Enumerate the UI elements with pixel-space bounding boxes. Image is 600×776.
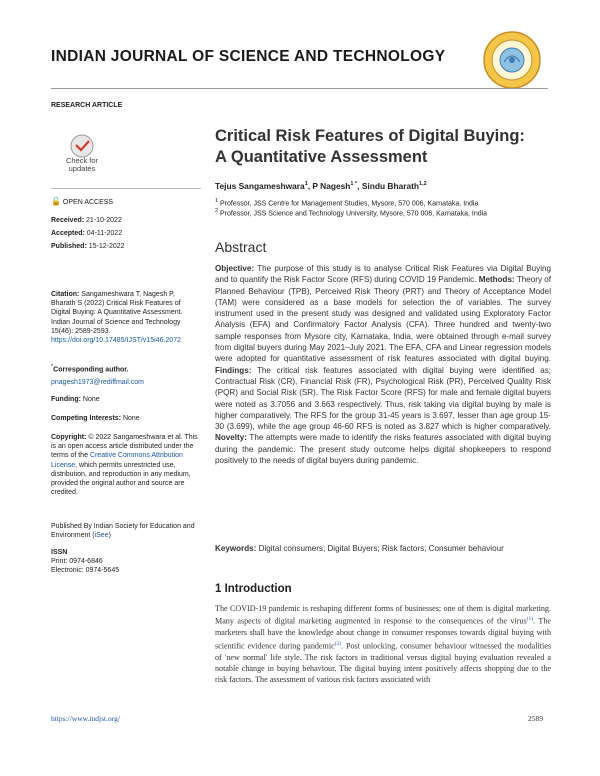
isee-link[interactable]: iSee — [94, 532, 109, 540]
journal-logo — [482, 30, 542, 90]
open-access: 🔓 OPEN ACCESS — [51, 197, 114, 206]
ref-1[interactable]: (1) — [526, 616, 534, 623]
check-updates-label[interactable]: Check for updates — [65, 156, 99, 173]
affiliation-2: $^2$ Professor, JSS Science and Technology University, Mysore, 570 006, Karnataka, India — [215, 208, 488, 218]
author-list: Tejus Sangameshwara$^1$, P Nagesh$^{1 *}$, Sindu Bharath$^{1,2}$ — [215, 181, 427, 191]
abstract-heading: Abstract — [215, 239, 267, 255]
footer-url[interactable]: https://www.indjst.org/ — [51, 714, 120, 723]
corresponding-email[interactable]: pnagesh1973@rediffmail.com — [51, 378, 144, 386]
article-title: Critical Risk Features of Digital Buying: A Quantitative Assessment — [215, 127, 525, 166]
dates-block: Received: 21-10-2022 Accepted: 04-11-2022 Published: 15-12-2022 — [51, 217, 125, 251]
doi-link[interactable]: https://doi.org/10.17485/IJST/v15i46.2072 — [51, 337, 181, 345]
affiliation-1: $^1$ Professor, JSS Centre for Management Studies, Mysore, 570 006, Karnataka, India — [215, 198, 479, 208]
citation-block: Citation: Sangameshwara T, Nagesh P, Bharath S (2022) Critical Risk Features of Digital Buying: A Quantitative Assessment. Indian Journal of Science and Technology 15(46): 2589-2593. https://doi.org/10.17485/IJST/v15i46.2072 — [51, 291, 183, 345]
header-rule — [51, 88, 548, 89]
publisher-block: Published By Indian Society for Education and Environment (iSee) — [51, 523, 195, 540]
journal-title: INDIAN JOURNAL OF SCIENCE AND TECHNOLOGY — [51, 48, 446, 65]
lock-icon: 🔓 — [51, 197, 61, 206]
sidebar-rule — [51, 188, 201, 189]
intro-body: The COVID-19 pandemic is reshaping different forms of businesses; one of them is digital marketing. Many aspects of digital marketing augmented in response to the consequences of the virus$^{(1)}$. The marketers shall have the knowledge about change in consumer responses towards digital buying with scientific evidence during pandemic$^{(2)}$. Post unlocking, consumer behaviour witnessed the modalities of 'new normal' life style. The risk factors in traditional versus digital buying evaluation revealed a notable change in buying behaviour. The digital buying intent positively affects shopping due to the risk factors. The assessment of various risk factors associated with — [215, 604, 552, 685]
keywords: Keywords: Digital consumers; Digital Buyers; Risk factors; Consumer behaviour — [215, 544, 504, 553]
article-type: RESEARCH ARTICLE — [51, 102, 123, 109]
copyright-block: Copyright: © 2022 Sangameshwara et al. This is an open access article distributed under the terms of the Creative Commons Attribution License, which permits unrestricted use, distribution, and reproduction in any medium, provided the original author and source are credited. — [51, 434, 198, 497]
ref-2[interactable]: (2) — [334, 640, 342, 647]
license-link[interactable]: Creative Commons Attribution License — [51, 452, 183, 469]
issn-block: ISSN Print: 0974-6846 Electronic: 0974-5645 — [51, 549, 120, 575]
page-number: 2589 — [528, 714, 543, 723]
funding: Funding: None — [51, 396, 100, 403]
competing-interests: Competing Interests: None — [51, 415, 140, 422]
intro-heading: 1 Introduction — [215, 583, 292, 595]
abstract-body: Objective: The purpose of this study is to analyse Critical Risk Features via Digital Buying and to quantify the Risk Factor Score (RFS) during COVID 19 Pandemic. Methods: Theory of Planned Behaviour (TPB), Perceived Risk Theory (PRT) and Theory of Acceptance Model (TAM) were considered as a base models for selection the of variables. The survey instrument used in the present study was designed and validated using Exploratory Factor Analysis (EFA) and Confirmatory Factor Analysis (CFA). Three hundred and twenty-two sample responses from Mysore city, Karnataka, India, were obtained through e-mail survey from digital buyers during May 2021–July 2021. The EFA, CFA and Linear regression models were adopted for quantitative assessment of risk features associated with digital buying. Findings: The critical risk features associated with digital buying were identified as; Contractual Risk (CR), Financial Risk (FR), Psychological Risk (PR), Perceived Quality Risk (PQR) and Social Risk (SR). The Risk Factor Score (RFS) for male and female digital buyers were noted as 3.7056 and 3.663 respectively. Thus, risk taking via digital buying by male is higher comparatively. The RFS for the group 31-45 years is 3.697, lesser than age group 15-30 (3.699), while the age group 46-60 RFS is noted as 3.827 which is higher comparatively. Novelty: The attempts were made to identify the risks features associated with digital buying during the pandemic. The present study outcome helps digital shopkeepers to respond positively to the needs of digital buyers during pandemic. — [215, 264, 552, 466]
corresponding-block: *Corresponding author. pnagesh1973@rediffmail.com — [51, 363, 201, 387]
